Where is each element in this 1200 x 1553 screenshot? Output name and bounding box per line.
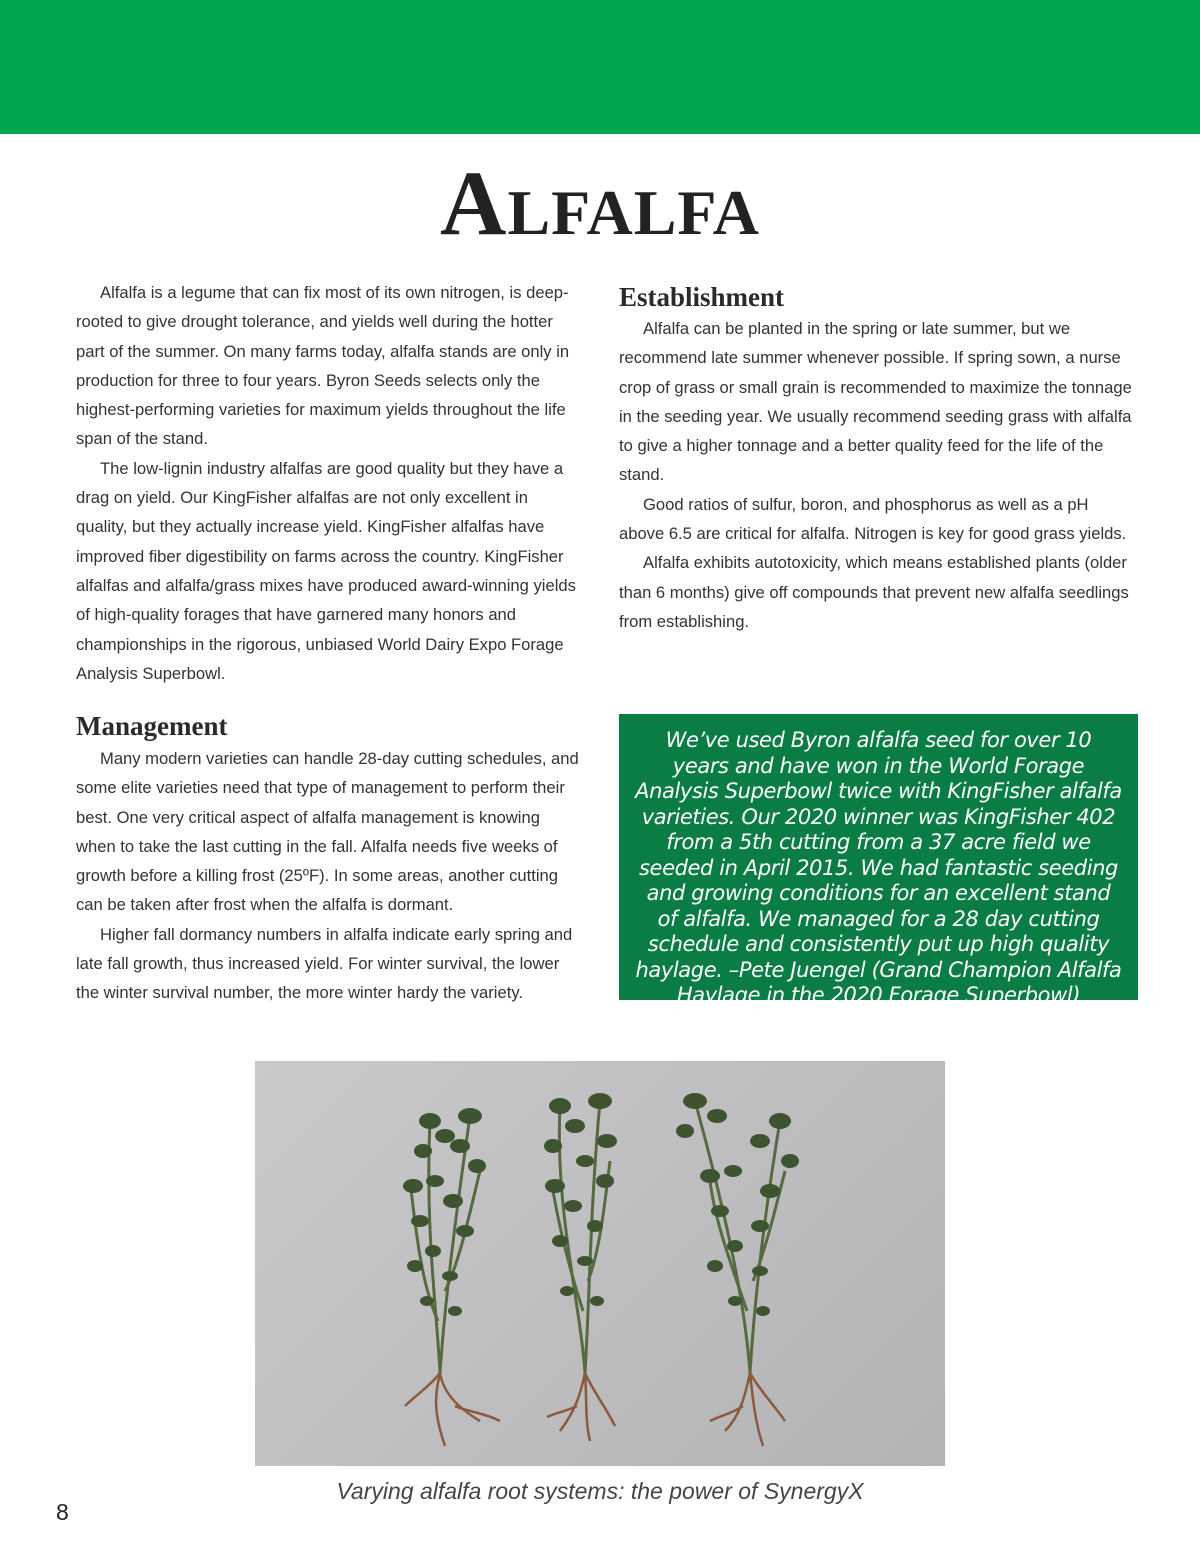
page-number: 8 bbox=[56, 1499, 69, 1525]
alfalfa-plant-3 bbox=[676, 1093, 799, 1446]
header-band bbox=[0, 0, 1200, 134]
alfalfa-plants-illustration bbox=[255, 1061, 945, 1466]
intro-section bbox=[76, 278, 581, 688]
establishment-paragraph-2: Good ratios of sulfur, boron, and phosphorus as well as a pH above 6.5 are critical for alfalfa. Nitrogen is key for good grass yields. bbox=[619, 494, 1127, 544]
management-paragraph-1: Many modern varieties can handle 28-day cutting schedules, and some elite varieties need that type of management to perform their best. One very critical aspect of alfalfa management is knowing when to take the last cutting in the fall. Alfalfa needs five weeks of growth before a killing frost (25ºF). In some areas, another cutting can be taken after frost when the alfalfa is dormant. bbox=[76, 749, 579, 915]
management-paragraph-2: Higher fall dormancy numbers in alfalfa indicate early spring and late fall growth, thus increased yield. For winter survival, the lower the winter survival number, the more winter hardy the variety. bbox=[76, 924, 573, 1003]
management-section bbox=[76, 744, 581, 1008]
establishment-heading: Establishment bbox=[619, 282, 785, 312]
establishment-paragraph-1: Alfalfa can be planted in the spring or late summer, but we recommend late summer whenever possible. If spring sown, a nurse crop of grass or small grain is recommended to maximize the tonnage in the seeding year. We usually recommend seeding grass with alfalfa to give a higher tonnage and a better quality feed for the life of the stand. bbox=[619, 319, 1132, 485]
page-title: Alfalfa bbox=[440, 152, 760, 254]
alfalfa-plant-2 bbox=[544, 1093, 617, 1441]
alfalfa-roots-photo bbox=[255, 1061, 945, 1466]
intro-paragraph-1: Alfalfa is a legume that can fix most of its own nitrogen, is deep-rooted to give drought tolerance, and yields well during the hotter part of the summer. On many farms today, alfalfa stands are only in production for three to four years. Byron Seeds selects only the highest-performing varieties for maximum yields throughout the life span of the stand. bbox=[76, 283, 570, 449]
figure-caption: Varying alfalfa root systems: the power of SynergyX bbox=[336, 1478, 864, 1504]
testimonial-text: We’ve used Byron alfalfa seed for over 10 years and have won in the World Forage Analysis Superbowl twice with KingFisher alfalfa varieties. Our 2020 winner was KingFisher 402 from a 5th cutting from a 37 acre field we seeded in April 2015. We had fantastic seeding and growing conditions for an excellent stand of alfalfa. We managed for a 28 day cutting schedule and consistently put up high quality haylage. –Pete Juengel (Grand Champion Alfalfa Haylage in the 2020 Forage Superbowl) bbox=[635, 728, 1122, 1007]
management-heading: Management bbox=[76, 711, 228, 741]
alfalfa-plant-1 bbox=[403, 1108, 500, 1446]
establishment-section bbox=[619, 314, 1137, 636]
intro-paragraph-2: The low-lignin industry alfalfas are good quality but they have a drag on yield. Our KingFisher alfalfas are not only excellent in quality, but they actually increase yield. KingFisher alfalfas have improved fiber digestibility on farms across the country. KingFisher alfalfas and alfalfa/grass mixes have produced award-winning yields of high-quality forages that have garnered many honors and championships in the rigorous, unbiased World Dairy Expo Forage Analysis Superbowl. bbox=[76, 458, 576, 683]
testimonial-box bbox=[619, 714, 1138, 1007]
establishment-paragraph-3: Alfalfa exhibits autotoxicity, which means established plants (older than 6 months) give off compounds that prevent new alfalfa seedlings from establishing. bbox=[619, 553, 1129, 631]
